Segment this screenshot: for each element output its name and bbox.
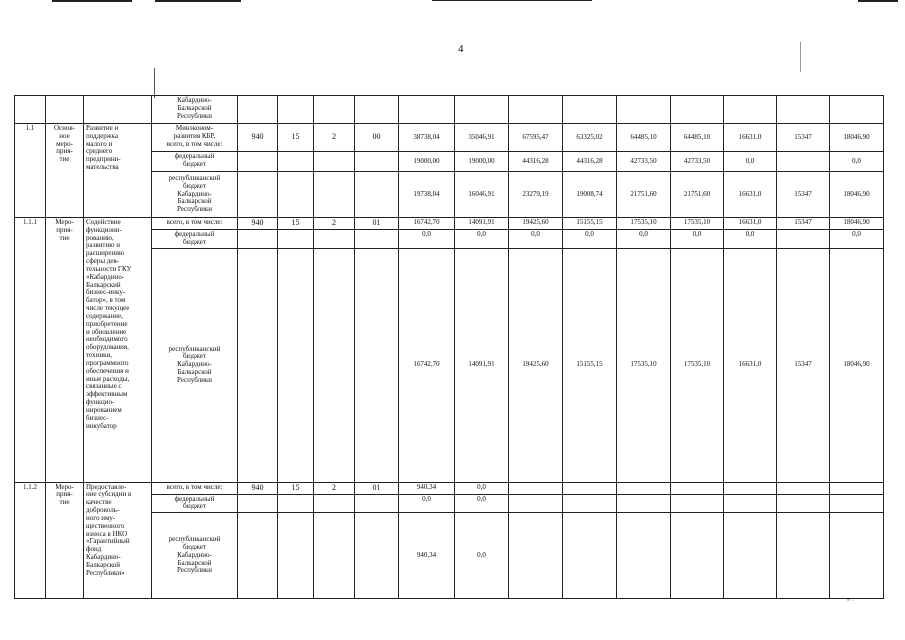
- amount-cell: [724, 482, 777, 494]
- amount-cell: [617, 494, 671, 513]
- amount-cell: 0,0: [830, 152, 884, 172]
- code-cell: [278, 513, 314, 599]
- amount-cell: 23279,19: [509, 172, 563, 218]
- amount-cell: [830, 513, 884, 599]
- code-cell: [314, 172, 355, 218]
- row-name: Содействие функциони- рованию, развитию и расширению сферы дея- тельности ГКУ «Кабардино- Балкарский бизнес-инку- батор», в том числе текущее содержание, приобретение и обновление необходимого оборудования, техники, программного обеспечения и иные расходы, связанные с эффективным функцио- нированием бизнес- инкубатор: [84, 218, 152, 483]
- amount-cell: 38738,04: [399, 124, 455, 152]
- amount-cell: 0,0: [399, 494, 455, 513]
- amount-cell: 19000,00: [455, 152, 509, 172]
- amount-cell: 21751,60: [671, 172, 724, 218]
- code-cell: [355, 513, 399, 599]
- code-cell: [355, 96, 399, 124]
- amount-cell: 19738,04: [399, 172, 455, 218]
- amount-cell: [777, 229, 830, 248]
- amount-cell: 19008,74: [563, 172, 617, 218]
- amount-cell: 0,0: [455, 482, 509, 494]
- row-id: 1.1.2: [15, 482, 46, 599]
- amount-cell: [830, 482, 884, 494]
- amount-cell: [724, 513, 777, 599]
- code-cell: 01: [355, 218, 399, 230]
- amount-cell: [563, 513, 617, 599]
- amount-cell: [509, 96, 563, 124]
- funding-source: республиканский бюджет Кабардино- Балкарской Республики: [152, 513, 238, 599]
- row-id: 1.1: [15, 124, 46, 218]
- amount-cell: [509, 513, 563, 599]
- table-row: [15, 124, 884, 152]
- row-name: Предоставле- ние субсидии в качестве доброволь- ного иму- щественного взноса в НКО «Гарантийный фонд Кабардино- Балкарской Республики»: [84, 482, 152, 599]
- code-cell: [238, 494, 278, 513]
- amount-cell: 19425,60: [509, 248, 563, 482]
- amount-cell: [671, 96, 724, 124]
- scan-mark: [154, 68, 155, 98]
- code-cell: [355, 494, 399, 513]
- code-cell: [278, 96, 314, 124]
- code-cell: [238, 513, 278, 599]
- code-cell: 940: [238, 124, 278, 152]
- code-cell: [278, 494, 314, 513]
- amount-cell: 64485,10: [671, 124, 724, 152]
- amount-cell: 14091,91: [455, 218, 509, 230]
- funding-source: республиканский бюджет Кабардино- Балкарской Республики: [152, 248, 238, 482]
- code-cell: [314, 513, 355, 599]
- code-cell: [278, 172, 314, 218]
- amount-cell: 15347: [777, 218, 830, 230]
- row-id: [15, 96, 46, 124]
- code-cell: [278, 229, 314, 248]
- code-cell: [355, 152, 399, 172]
- code-cell: [314, 152, 355, 172]
- table-row: [15, 96, 884, 124]
- amount-cell: 16631,0: [724, 218, 777, 230]
- corner-mark: ᵐ ·: [847, 598, 854, 604]
- amount-cell: 0,0: [724, 152, 777, 172]
- amount-cell: 63325,02: [563, 124, 617, 152]
- amount-cell: 42733,50: [671, 152, 724, 172]
- row-name: Развитие и поддержка малого и среднего предприни- мательства: [84, 124, 152, 218]
- row-kind: Основ- ное меро- прия- тие: [46, 124, 84, 218]
- amount-cell: 17535,10: [617, 218, 671, 230]
- code-cell: 940: [238, 482, 278, 494]
- amount-cell: [509, 494, 563, 513]
- amount-cell: 18046,90: [830, 124, 884, 152]
- table-row: [15, 482, 884, 494]
- amount-cell: 18046,90: [830, 248, 884, 482]
- funding-source: федеральный бюджет: [152, 229, 238, 248]
- amount-cell: 0,0: [455, 513, 509, 599]
- code-cell: 2: [314, 482, 355, 494]
- row-kind: Меро- прия- тие: [46, 482, 84, 599]
- amount-cell: [777, 152, 830, 172]
- amount-cell: 0,0: [455, 494, 509, 513]
- amount-cell: 0,0: [563, 229, 617, 248]
- funding-source: Кабардино- Балкарской Республики: [152, 96, 238, 124]
- amount-cell: 15155,15: [563, 218, 617, 230]
- amount-cell: [777, 96, 830, 124]
- amount-cell: 14091,91: [455, 248, 509, 482]
- row-kind: Меро- прия- тие: [46, 218, 84, 483]
- code-cell: [314, 248, 355, 482]
- code-cell: [314, 229, 355, 248]
- amount-cell: [671, 513, 724, 599]
- amount-cell: [509, 482, 563, 494]
- page-number: 4: [458, 43, 464, 55]
- code-cell: 940: [238, 218, 278, 230]
- amount-cell: [563, 494, 617, 513]
- code-cell: 2: [314, 124, 355, 152]
- funding-source: федеральный бюджет: [152, 152, 238, 172]
- scan-artifact: [155, 0, 241, 2]
- row-kind: [46, 96, 84, 124]
- amount-cell: 16631,0: [724, 124, 777, 152]
- amount-cell: 21751,60: [617, 172, 671, 218]
- amount-cell: 0,0: [671, 229, 724, 248]
- code-cell: [238, 229, 278, 248]
- amount-cell: 0,0: [617, 229, 671, 248]
- amount-cell: [399, 96, 455, 124]
- code-cell: 15: [278, 482, 314, 494]
- amount-cell: [563, 482, 617, 494]
- funding-source: Минэконом- развития КБР, всего, в том числе:: [152, 124, 238, 152]
- amount-cell: [563, 96, 617, 124]
- amount-cell: 0,0: [455, 229, 509, 248]
- amount-cell: [671, 494, 724, 513]
- amount-cell: 15347: [777, 124, 830, 152]
- code-cell: 00: [355, 124, 399, 152]
- amount-cell: 19425,60: [509, 218, 563, 230]
- amount-cell: 940,34: [399, 482, 455, 494]
- amount-cell: 64485,10: [617, 124, 671, 152]
- amount-cell: 16631,0: [724, 172, 777, 218]
- code-cell: [355, 172, 399, 218]
- code-cell: [238, 152, 278, 172]
- amount-cell: 67595,47: [509, 124, 563, 152]
- table-row: [15, 218, 884, 230]
- amount-cell: [724, 96, 777, 124]
- budget-table: [14, 95, 884, 599]
- amount-cell: 15347: [777, 248, 830, 482]
- amount-cell: [671, 482, 724, 494]
- amount-cell: 42733,50: [617, 152, 671, 172]
- amount-cell: [617, 513, 671, 599]
- scan-artifact: [52, 0, 132, 2]
- code-cell: [278, 248, 314, 482]
- code-cell: [238, 248, 278, 482]
- amount-cell: 16631,0: [724, 248, 777, 482]
- amount-cell: 940,34: [399, 513, 455, 599]
- amount-cell: 0,0: [830, 229, 884, 248]
- amount-cell: 16742,70: [399, 248, 455, 482]
- amount-cell: 18046,90: [830, 218, 884, 230]
- row-name: [84, 96, 152, 124]
- funding-source: всего, в том числе:: [152, 482, 238, 494]
- code-cell: [238, 96, 278, 124]
- amount-cell: 35046,91: [455, 124, 509, 152]
- amount-cell: 17535,10: [671, 218, 724, 230]
- amount-cell: [777, 494, 830, 513]
- amount-cell: [777, 482, 830, 494]
- amount-cell: [724, 494, 777, 513]
- code-cell: [238, 172, 278, 218]
- funding-source: республиканский бюджет Кабардино- Балкарской Республики: [152, 172, 238, 218]
- code-cell: [278, 152, 314, 172]
- amount-cell: 0,0: [509, 229, 563, 248]
- amount-cell: 44316,28: [563, 152, 617, 172]
- code-cell: [355, 248, 399, 482]
- amount-cell: [617, 482, 671, 494]
- scan-artifact: [432, 0, 592, 1]
- amount-cell: [617, 96, 671, 124]
- amount-cell: [830, 494, 884, 513]
- amount-cell: 15155,15: [563, 248, 617, 482]
- amount-cell: 15347: [777, 172, 830, 218]
- code-cell: [355, 229, 399, 248]
- funding-source: всего, в том числе:: [152, 218, 238, 230]
- amount-cell: [777, 513, 830, 599]
- code-cell: [314, 494, 355, 513]
- amount-cell: 0,0: [399, 229, 455, 248]
- code-cell: 01: [355, 482, 399, 494]
- amount-cell: [830, 96, 884, 124]
- row-id: 1.1.1: [15, 218, 46, 483]
- code-cell: 15: [278, 124, 314, 152]
- amount-cell: 17535,10: [671, 248, 724, 482]
- amount-cell: 16046,91: [455, 172, 509, 218]
- code-cell: 15: [278, 218, 314, 230]
- amount-cell: [455, 96, 509, 124]
- amount-cell: 17535,10: [617, 248, 671, 482]
- scan-mark: [800, 42, 801, 72]
- funding-source: федеральный бюджет: [152, 494, 238, 513]
- scan-artifact: [858, 0, 898, 2]
- amount-cell: 18046,90: [830, 172, 884, 218]
- code-cell: 2: [314, 218, 355, 230]
- amount-cell: 19000,00: [399, 152, 455, 172]
- amount-cell: 16742,70: [399, 218, 455, 230]
- amount-cell: 44316,28: [509, 152, 563, 172]
- amount-cell: 0,0: [724, 229, 777, 248]
- code-cell: [314, 96, 355, 124]
